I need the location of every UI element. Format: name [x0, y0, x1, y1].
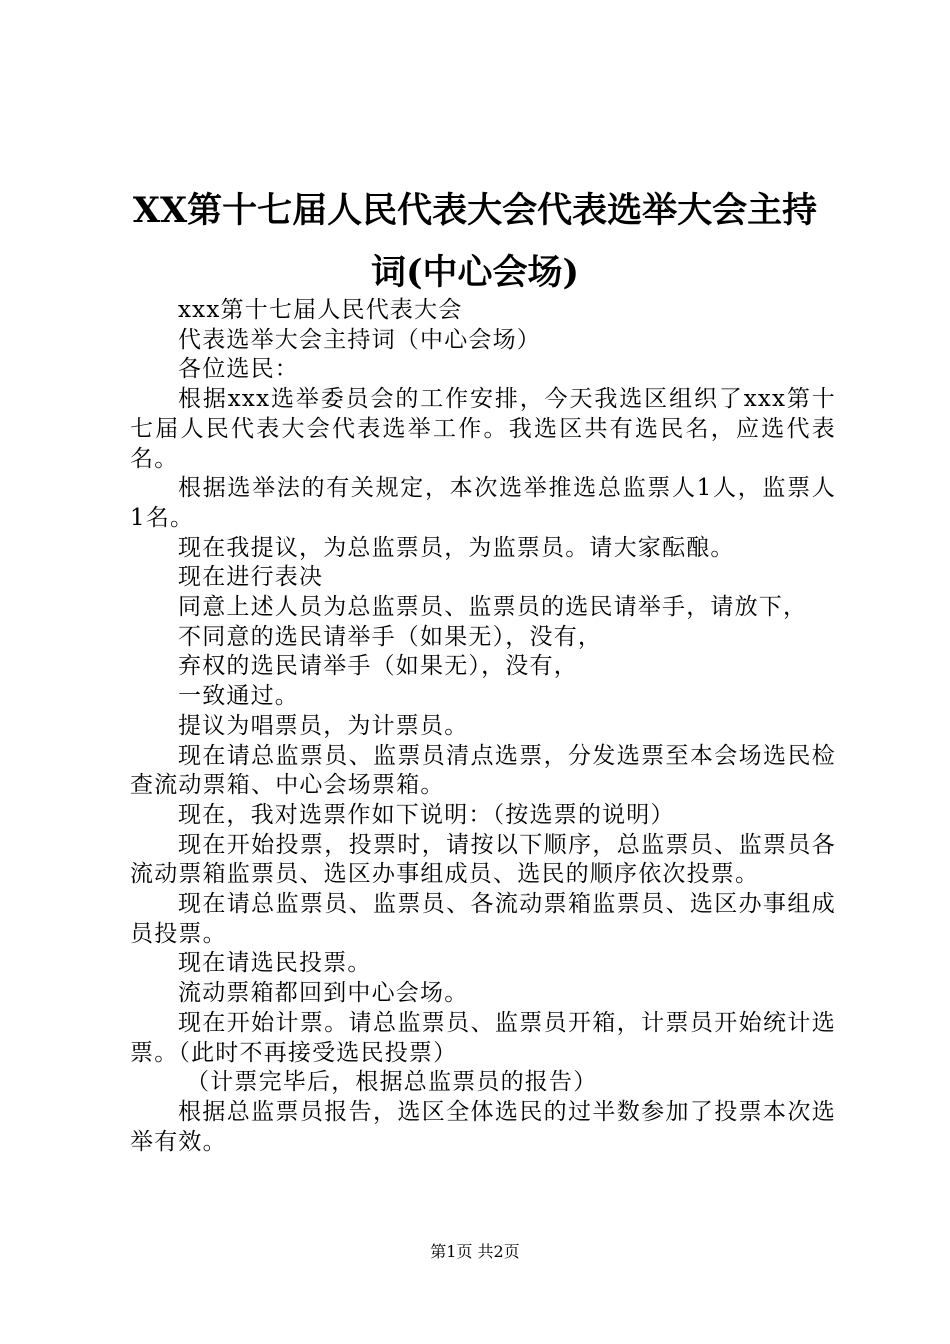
paragraph: 同意上述人员为总监票员、监票员的选民请举手，请放下， — [178, 594, 808, 621]
paragraph: 根据总监票员报告，选区全体选民的过半数参加了投票本次选举有效。 — [130, 1098, 836, 1155]
paragraph: 根据xxx选举委员会的工作安排，今天我选区组织了xxx第十七届人民代表大会代表选举工作。我选区共有选民名，应选代表名。 — [130, 386, 836, 472]
document-title — [120, 180, 830, 304]
paragraph: 现在，我对选票作如下说明：（按选票的说明） — [178, 801, 675, 828]
paragraph: 现在开始计票。请总监票员、监票员开箱，计票员开始统计选票。（此时不再接受选民投票） — [130, 1009, 836, 1066]
paragraph: 现在开始投票，投票时，请按以下顺序，总监票员、监票员各流动票箱监票员、选区办事组成员、选民的顺序依次投票。 — [130, 831, 836, 888]
paragraph: 提议为唱票员，为计票员。 — [178, 712, 469, 739]
paragraph: 一致通过。 — [178, 683, 299, 710]
page-footer: 第1页 共2页 — [430, 1242, 520, 1261]
title-line-1: XX第十七届人民代表大会代表选举大会主持 — [132, 190, 818, 231]
paragraph: 根据选举法的有关规定，本次选举推选总监票人1人，监票人1名。 — [130, 475, 836, 531]
paragraph: 现在进行表决 — [178, 564, 324, 591]
paragraph: 现在我提议，为总监票员，为监票员。请大家酝酿。 — [178, 534, 735, 561]
paragraph: 弃权的选民请举手（如果无），没有， — [178, 653, 578, 680]
paragraph: 不同意的选民请举手（如果无），没有， — [178, 623, 603, 650]
paragraph: 代表选举大会主持词（中心会场） — [178, 326, 541, 353]
paragraph: 现在请选民投票。 — [178, 950, 372, 977]
title-line-2: 词(中心会场) — [370, 252, 580, 293]
paragraph: （计票完毕后，根据总监票员的报告） — [186, 1069, 598, 1096]
paragraph: xxx第十七届人民代表大会 — [178, 297, 463, 323]
paragraph: 各位选民： — [178, 356, 299, 383]
paragraph: 现在请总监票员、监票员、各流动票箱监票员、选区办事组成员投票。 — [130, 891, 836, 947]
paragraph: 流动票箱都回到中心会场。 — [178, 980, 469, 1007]
document-body — [130, 296, 836, 1157]
paragraph: 现在请总监票员、监票员清点选票，分发选票至本会场选民检查流动票箱、中心会场票箱。 — [130, 742, 836, 799]
